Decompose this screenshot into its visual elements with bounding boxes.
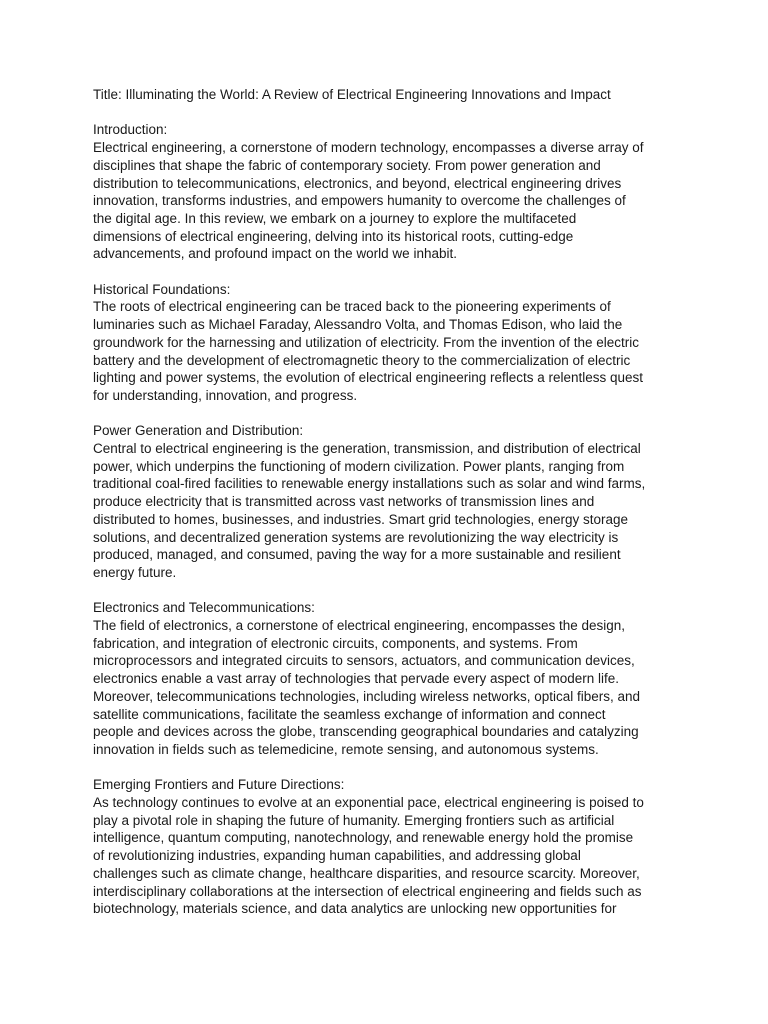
- text-line: of revolutionizing industries, expanding human capabilities, and addressing global: [93, 848, 581, 864]
- section-heading: Introduction:: [93, 122, 168, 138]
- text-line: luminaries such as Michael Faraday, Alessandro Volta, and Thomas Edison, who laid the: [93, 317, 623, 333]
- text-line: groundwork for the harnessing and utilization of electricity. From the invention of the electric: [93, 334, 640, 350]
- text-line: disciplines that shape the fabric of contemporary society. From power generation and: [93, 157, 601, 173]
- text-line: lighting and power systems, the evolution of electrical engineering reflects a relentless quest: [93, 370, 644, 386]
- text-line: microprocessors and integrated circuits to sensors, actuators, and communication devices,: [93, 653, 635, 669]
- document-title: Title: Illuminating the World: A Review of Electrical Engineering Innovations and Impact: [93, 87, 611, 102]
- section-introduction: [93, 121, 683, 263]
- text-line: energy future.: [93, 564, 177, 580]
- text-line: play a pivotal role in shaping the future of humanity. Emerging frontiers such as artificial: [93, 812, 615, 828]
- section-body: [93, 794, 683, 918]
- section-body: [93, 440, 683, 582]
- section-heading: Electronics and Telecommunications:: [93, 600, 315, 616]
- text-line: interdisciplinary collaborations at the intersection of electrical engineering and fields such as: [93, 883, 642, 899]
- text-line: advancements, and profound impact on the world we inhabit.: [93, 246, 457, 262]
- section-body: [93, 617, 683, 759]
- text-line: solutions, and decentralized generation systems are revolutionizing the way electricity is: [93, 529, 619, 545]
- text-line: The field of electronics, a cornerstone of electrical engineering, encompasses the design,: [93, 618, 626, 634]
- section-power-generation: [93, 422, 683, 581]
- text-line: satellite communications, facilitate the seamless exchange of information and connect: [93, 706, 606, 722]
- text-line: innovation, transforms industries, and empowers humanity to overcome the challenges of: [93, 193, 626, 209]
- section-emerging-frontiers: [93, 776, 683, 918]
- section-body: [93, 298, 683, 404]
- text-line: Electrical engineering, a cornerstone of modern technology, encompasses a diverse array of: [93, 140, 644, 156]
- text-line: electronics enable a vast array of technologies that pervade every aspect of modern life.: [93, 671, 620, 687]
- text-line: The roots of electrical engineering can be traced back to the pioneering experiments of: [93, 299, 611, 315]
- text-line: for understanding, innovation, and progress.: [93, 387, 358, 403]
- text-line: challenges such as climate change, healthcare disparities, and resource scarcity. Moreover,: [93, 865, 640, 881]
- text-line: Central to electrical engineering is the generation, transmission, and distribution of electrical: [93, 441, 641, 457]
- text-line: As technology continues to evolve at an exponential pace, electrical engineering is poised to: [93, 795, 644, 811]
- text-line: power, which underpins the functioning of modern civilization. Power plants, ranging from: [93, 458, 625, 474]
- text-line: distribution to telecommunications, electronics, and beyond, electrical engineering drives: [93, 175, 622, 191]
- section-heading: Historical Foundations:: [93, 281, 231, 297]
- text-line: produced, managed, and consumed, paving the way for a more sustainable and resilient: [93, 547, 621, 563]
- text-line: fabrication, and integration of electronic circuits, components, and systems. From: [93, 635, 578, 651]
- text-line: the digital age. In this review, we embark on a journey to explore the multifaceted: [93, 210, 577, 226]
- text-line: biotechnology, materials science, and data analytics are unlocking new opportunities for: [93, 901, 617, 917]
- text-line: produce electricity that is transmitted across vast networks of transmission lines and: [93, 494, 595, 510]
- text-line: innovation in fields such as telemedicine, remote sensing, and autonomous systems.: [93, 741, 599, 757]
- section-historical-foundations: [93, 281, 683, 405]
- document-page: [93, 86, 683, 936]
- section-body: [93, 139, 683, 263]
- section-electronics-telecom: [93, 599, 683, 758]
- text-line: intelligence, quantum computing, nanotechnology, and renewable energy hold the promise: [93, 830, 634, 846]
- section-heading: Power Generation and Distribution:: [93, 423, 304, 439]
- text-line: people and devices across the globe, transcending geographical boundaries and catalyzing: [93, 724, 639, 740]
- text-line: Moreover, telecommunications technologies, including wireless networks, optical fibers, and: [93, 688, 641, 704]
- text-line: distributed to homes, businesses, and industries. Smart grid technologies, energy storage: [93, 511, 629, 527]
- text-line: dimensions of electrical engineering, delving into its historical roots, cutting-edge: [93, 228, 574, 244]
- text-line: battery and the development of electromagnetic theory to the commercialization of electric: [93, 352, 631, 368]
- text-line: traditional coal-fired facilities to renewable energy installations such as solar and wind farms,: [93, 476, 646, 492]
- section-heading: Emerging Frontiers and Future Directions:: [93, 777, 345, 793]
